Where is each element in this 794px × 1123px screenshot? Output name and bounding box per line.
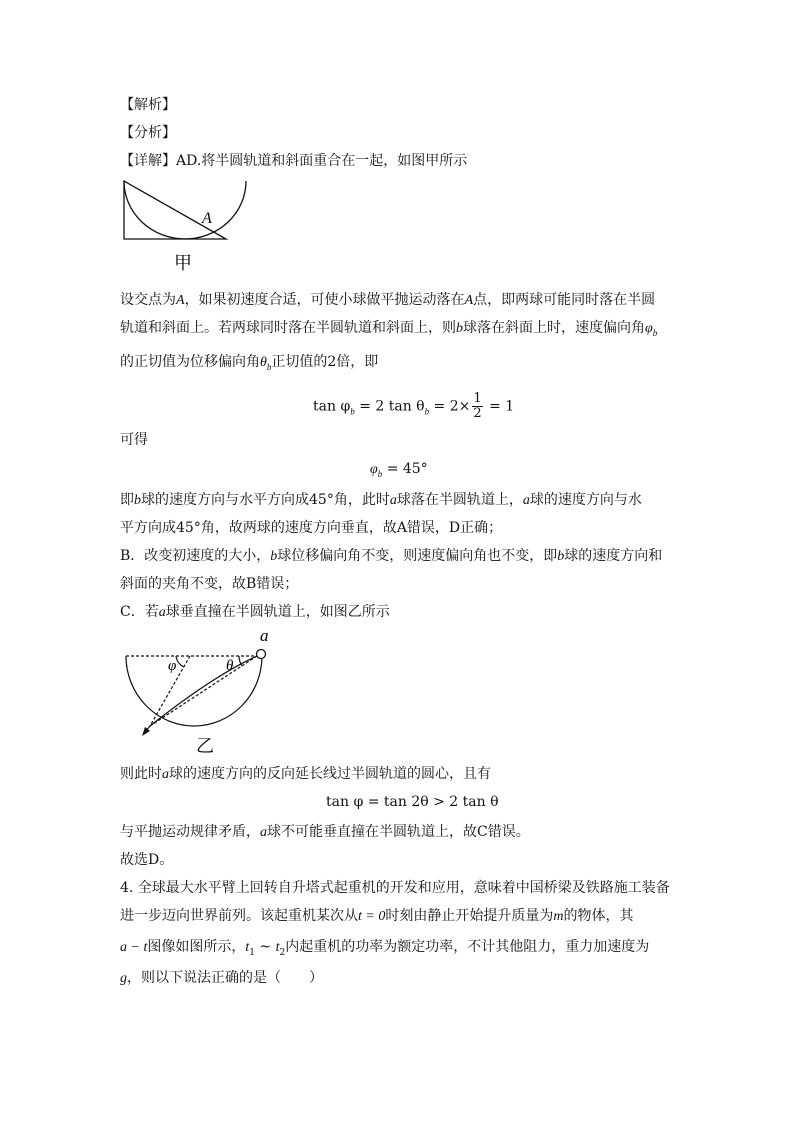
question4-line1: 4. 全球最大水平臂上回转自升塔式起重机的开发和应用，意味着中国桥梁及铁路施工装备: [120, 880, 670, 896]
velocity-arrow-head: [142, 727, 150, 736]
equation-phi-45: $\varphi_b = 45^\circ$: [370, 461, 428, 479]
para1-line3: 的正切值为位移偏向角$\theta_b$正切值的2倍，即: [120, 354, 379, 372]
detail-line: [120, 151, 467, 171]
figure-jia: [118, 175, 258, 275]
section-header-breakdown: 【分析】: [120, 125, 176, 141]
fig2-ball-label: a: [260, 626, 269, 645]
equation-tan-2theta: tan φ = tan 2θ > 2 tan θ: [326, 794, 499, 810]
detail-text: AD.将半圆轨道和斜面重合在一起，如图甲所示: [176, 153, 468, 169]
para2-line1: 即b球的速度方向与水平方向成45°角，此时a球落在半圆轨道上，a球的速度方向与水: [120, 492, 642, 508]
ball-a: [257, 650, 266, 659]
semicircle-track-2: [126, 656, 262, 726]
para1-line2: 轨道和斜面上。若两球同时落在半圆轨道和斜面上，则b球落在斜面上时，速度偏向角$\varphi_b$: [120, 320, 658, 338]
detail-prefix: 【详解】: [120, 153, 176, 169]
kede-text: 可得: [120, 432, 148, 448]
phi-arc: [176, 656, 184, 667]
para3-line: 则此时a球的速度方向的反向延长线过半圆轨道的圆心，且有: [120, 766, 491, 782]
fig2-phi-label: φ: [168, 658, 177, 674]
fig2-theta-label: θ: [226, 658, 234, 674]
para1-line1: 设交点为A，如果初速度合适，可使小球做平抛运动落在A点，即两球可能同时落在半圆: [120, 292, 656, 308]
optionB-line2: 斜面的夹角不变，故B错误；: [120, 576, 299, 592]
fig1-point-label: A: [202, 210, 212, 227]
fig2-caption: 乙: [196, 736, 214, 756]
optionB-line1: B．改变初速度的大小，b球位移偏向角不变，则速度偏向角也不变，即b球的速度方向和: [120, 548, 663, 564]
trajectory-curve: [150, 656, 257, 726]
answer-line: 故选D。: [120, 852, 174, 868]
question4-line3: a − t图像如图所示，$t_1$ ~ $t_2$内起重机的功率为额定功率，不计其他阻力，重力加速度为: [120, 939, 650, 958]
para2-line2: 平方向成45°角，故两球的速度方向垂直，故A错误，D正确；: [120, 520, 503, 536]
chord-dashed: [150, 656, 257, 726]
para4-line: 与平抛运动规律矛盾，a球不可能垂直撞在半圆轨道上，故C错误。: [120, 824, 530, 840]
question4-line4: g，则以下说法正确的是（ ）: [120, 970, 323, 986]
fig1-caption: 甲: [174, 253, 192, 274]
optionC-line: C．若a球垂直撞在半圆轨道上，如图乙所示: [120, 604, 390, 620]
question4-line2: 进一步迈向世界前列。该起重机某次从t = 0时刻由静止开始提升质量为m的物体，其: [120, 908, 634, 924]
section-header-analysis: 【解析】: [120, 97, 176, 113]
semicircle-track: [124, 181, 246, 239]
equation-tan-phi-b: $\tan \varphi_b = 2$ $\tan \theta_b = 2\times$ $\frac{1}{2}$ = 1: [313, 391, 515, 421]
figure-yi: [118, 626, 278, 756]
